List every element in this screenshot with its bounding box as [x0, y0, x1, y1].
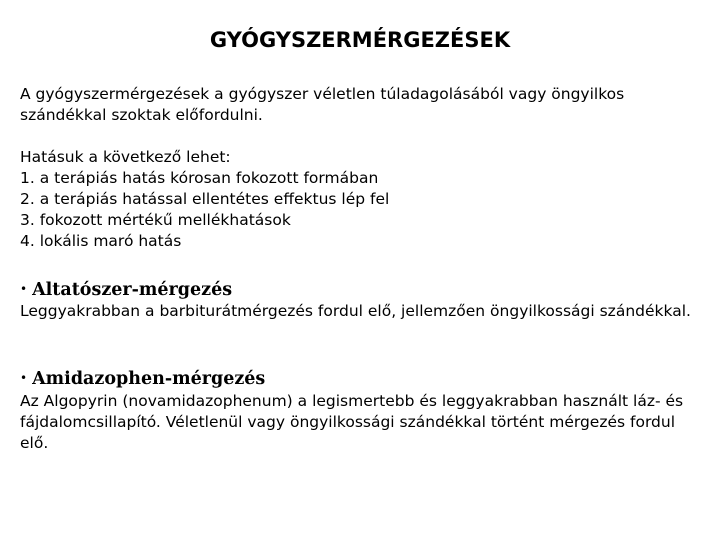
section-heading-amidazophen	[20, 367, 265, 390]
effects-item: 4. lokális maró hatás	[20, 232, 182, 250]
effects-item: 2. a terápiás hatással ellentétes effektus lép fel	[20, 190, 390, 208]
section-text-amidazophen: Az Algopyrin (novamidazophenum) a legismertebb és leggyakrabban használt láz- és fájdalomcsillapító. Véletlenül vagy öngyilkossági szándékkal történt mérgezés fordul elő.	[20, 392, 684, 452]
section-heading-label: Altatószer-mérgezés	[32, 280, 233, 300]
effects-heading: Hatásuk a következő lehet:	[20, 148, 231, 166]
intro-paragraph: A gyógyszermérgezések a gyógyszer véletlen túladagolásából vagy öngyilkos szándékkal szoktak előfordulni.	[20, 85, 625, 124]
section-text-altatoszer: Leggyakrabban a barbiturátmérgezés fordul elő, jellemzően öngyilkossági szándékkal.	[20, 302, 691, 320]
slide-title: GYÓGYSZERMÉRGEZÉSEK	[209, 28, 511, 52]
effects-item: 3. fokozott mértékű mellékhatások	[20, 211, 291, 229]
effects-item: 1. a terápiás hatás kórosan fokozott formában	[20, 169, 379, 187]
bullet-icon: •	[20, 282, 28, 296]
section-heading-altatoszer	[20, 278, 232, 301]
effects-list	[20, 147, 700, 252]
bullet-icon: •	[20, 371, 28, 385]
section-heading-label: Amidazophen-mérgezés	[32, 369, 266, 389]
